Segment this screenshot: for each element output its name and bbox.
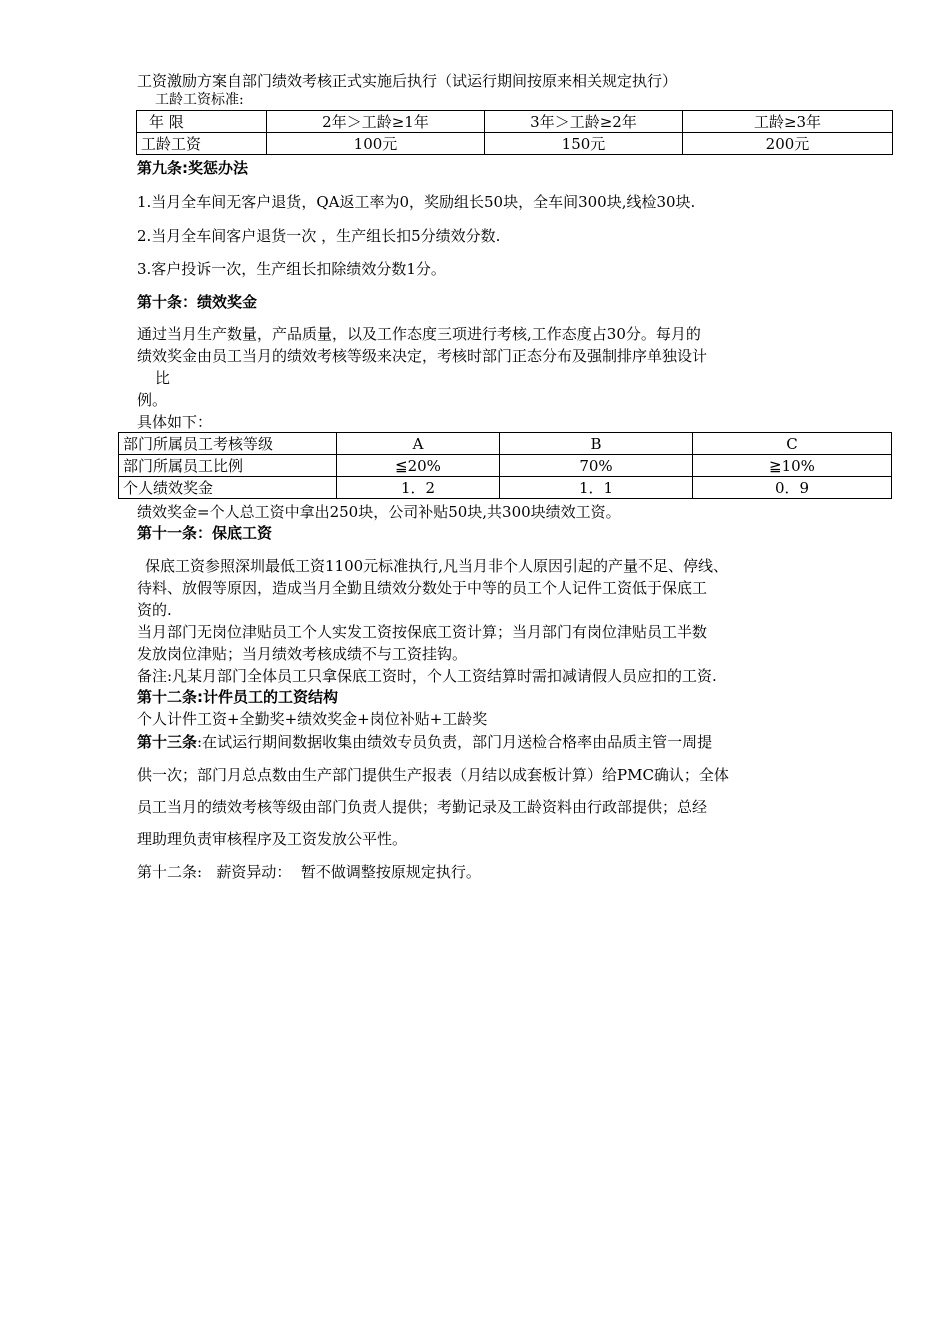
article10-para-line1: 通过当月生产数量，产品质量，以及工作态度三项进行考核,工作态度占30分。每月的 (137, 325, 701, 343)
table-cell: ≧10% (693, 455, 892, 477)
table-cell: B (500, 433, 693, 455)
table-cell: 1．1 (500, 477, 693, 499)
article13-line1 (137, 732, 712, 752)
performance-bonus-table (118, 432, 892, 499)
table-cell: 工龄≥3年 (683, 111, 893, 133)
table-cell: 1．2 (337, 477, 500, 499)
article13-line2: 供一次；部门月总点数由生产部门提供生产报表（月结以成套板计算）给PMC确认；全体 (137, 766, 729, 784)
table-row (137, 133, 893, 155)
article9-item-2: 2.当月全车间客户退货一次 ，生产组长扣5分绩效分数. (137, 227, 501, 245)
table-cell: 2年＞工龄≥1年 (267, 111, 485, 133)
table-cell: 工龄工资 (137, 133, 267, 155)
table-cell: 部门所属员工考核等级 (119, 433, 337, 455)
article13-title: 第十三条 (137, 733, 198, 751)
seniority-table (136, 110, 893, 155)
article10-para-line2: 绩效奖金由员工当月的绩效考核等级来决定，考核时部门正态分布及强制排序单独设计 (137, 347, 708, 365)
article13-line3: 员工当月的绩效考核等级由部门负责人提供；考勤记录及工龄资料由行政部提供；总经 (137, 798, 708, 816)
table-cell: 个人绩效奖金 (119, 477, 337, 499)
article10-para-line4: 例。 (137, 391, 168, 409)
table-row (137, 111, 893, 133)
table-row (119, 433, 892, 455)
table-cell: 0．9 (693, 477, 892, 499)
intro-line: 工资激励方案自部门绩效考核正式实施后执行（试运行期间按原来相关规定执行） (137, 72, 678, 90)
table-row (119, 477, 892, 499)
seniority-label: 工龄工资标准: (155, 92, 244, 108)
table-cell: C (693, 433, 892, 455)
article11-p2-line1: 当月部门无岗位津贴员工个人实发工资按保底工资计算；当月部门有岗位津贴员工半数 (137, 623, 708, 641)
article11-title: 第十一条：保底工资 (137, 524, 273, 542)
article-last: 第十二条: 薪资异动： 暂不做调整按原规定执行。 (137, 863, 481, 881)
article10-note: 绩效奖金=个人总工资中拿出250块，公司补贴50块,共300块绩效工资。 (137, 503, 621, 521)
article13-line4: 理助理负责审核程序及工资发放公平性。 (137, 830, 408, 848)
article11-p2-line2: 发放岗位津贴；当月绩效考核成绩不与工资挂钩。 (137, 645, 468, 663)
article9-title: 第九条:奖惩办法 (137, 159, 248, 177)
table-cell: A (337, 433, 500, 455)
article12-formula: 个人计件工资+全勤奖+绩效奖金+岗位补贴+工龄奖 (137, 710, 488, 728)
article9-item-3: 3.客户投诉一次，生产组长扣除绩效分数1分。 (137, 260, 446, 278)
article10-para-line3: 比 (155, 369, 171, 387)
article11-remark: 备注:凡某月部门全体员工只拿保底工资时，个人工资结算时需扣减请假人员应扣的工资. (137, 667, 717, 685)
table-cell: 3年＞工龄≥2年 (485, 111, 683, 133)
table-cell: 70% (500, 455, 693, 477)
table-cell: 100元 (267, 133, 485, 155)
table-cell: ≦20% (337, 455, 500, 477)
article11-p1-line2: 待料、放假等原因，造成当月全勤且绩效分数处于中等的员工个人记件工资低于保底工 (137, 579, 708, 597)
table-row (119, 455, 892, 477)
article11-p1-line1: 保底工资参照深圳最低工资1100元标准执行,凡当月非个人原因引起的产量不足、停线、 (145, 557, 728, 575)
table-cell: 年 限 (137, 111, 267, 133)
article12-title: 第十二条:计件员工的工资结构 (137, 688, 338, 706)
article11-p1-line3: 资的. (137, 601, 172, 619)
article10-title: 第十条：绩效奖金 (137, 293, 258, 311)
article13-text: :在试运行期间数据收集由绩效专员负责，部门月送检合格率由品质主管一周提 (197, 733, 713, 751)
article10-detail-label: 具体如下： (137, 413, 213, 431)
table-cell: 部门所属员工比例 (119, 455, 337, 477)
table-cell: 150元 (485, 133, 683, 155)
table-cell: 200元 (683, 133, 893, 155)
article9-item-1: 1.当月全车间无客户退货，QA返工率为0，奖励组长50块，全车间300块,线检30块. (137, 193, 696, 211)
